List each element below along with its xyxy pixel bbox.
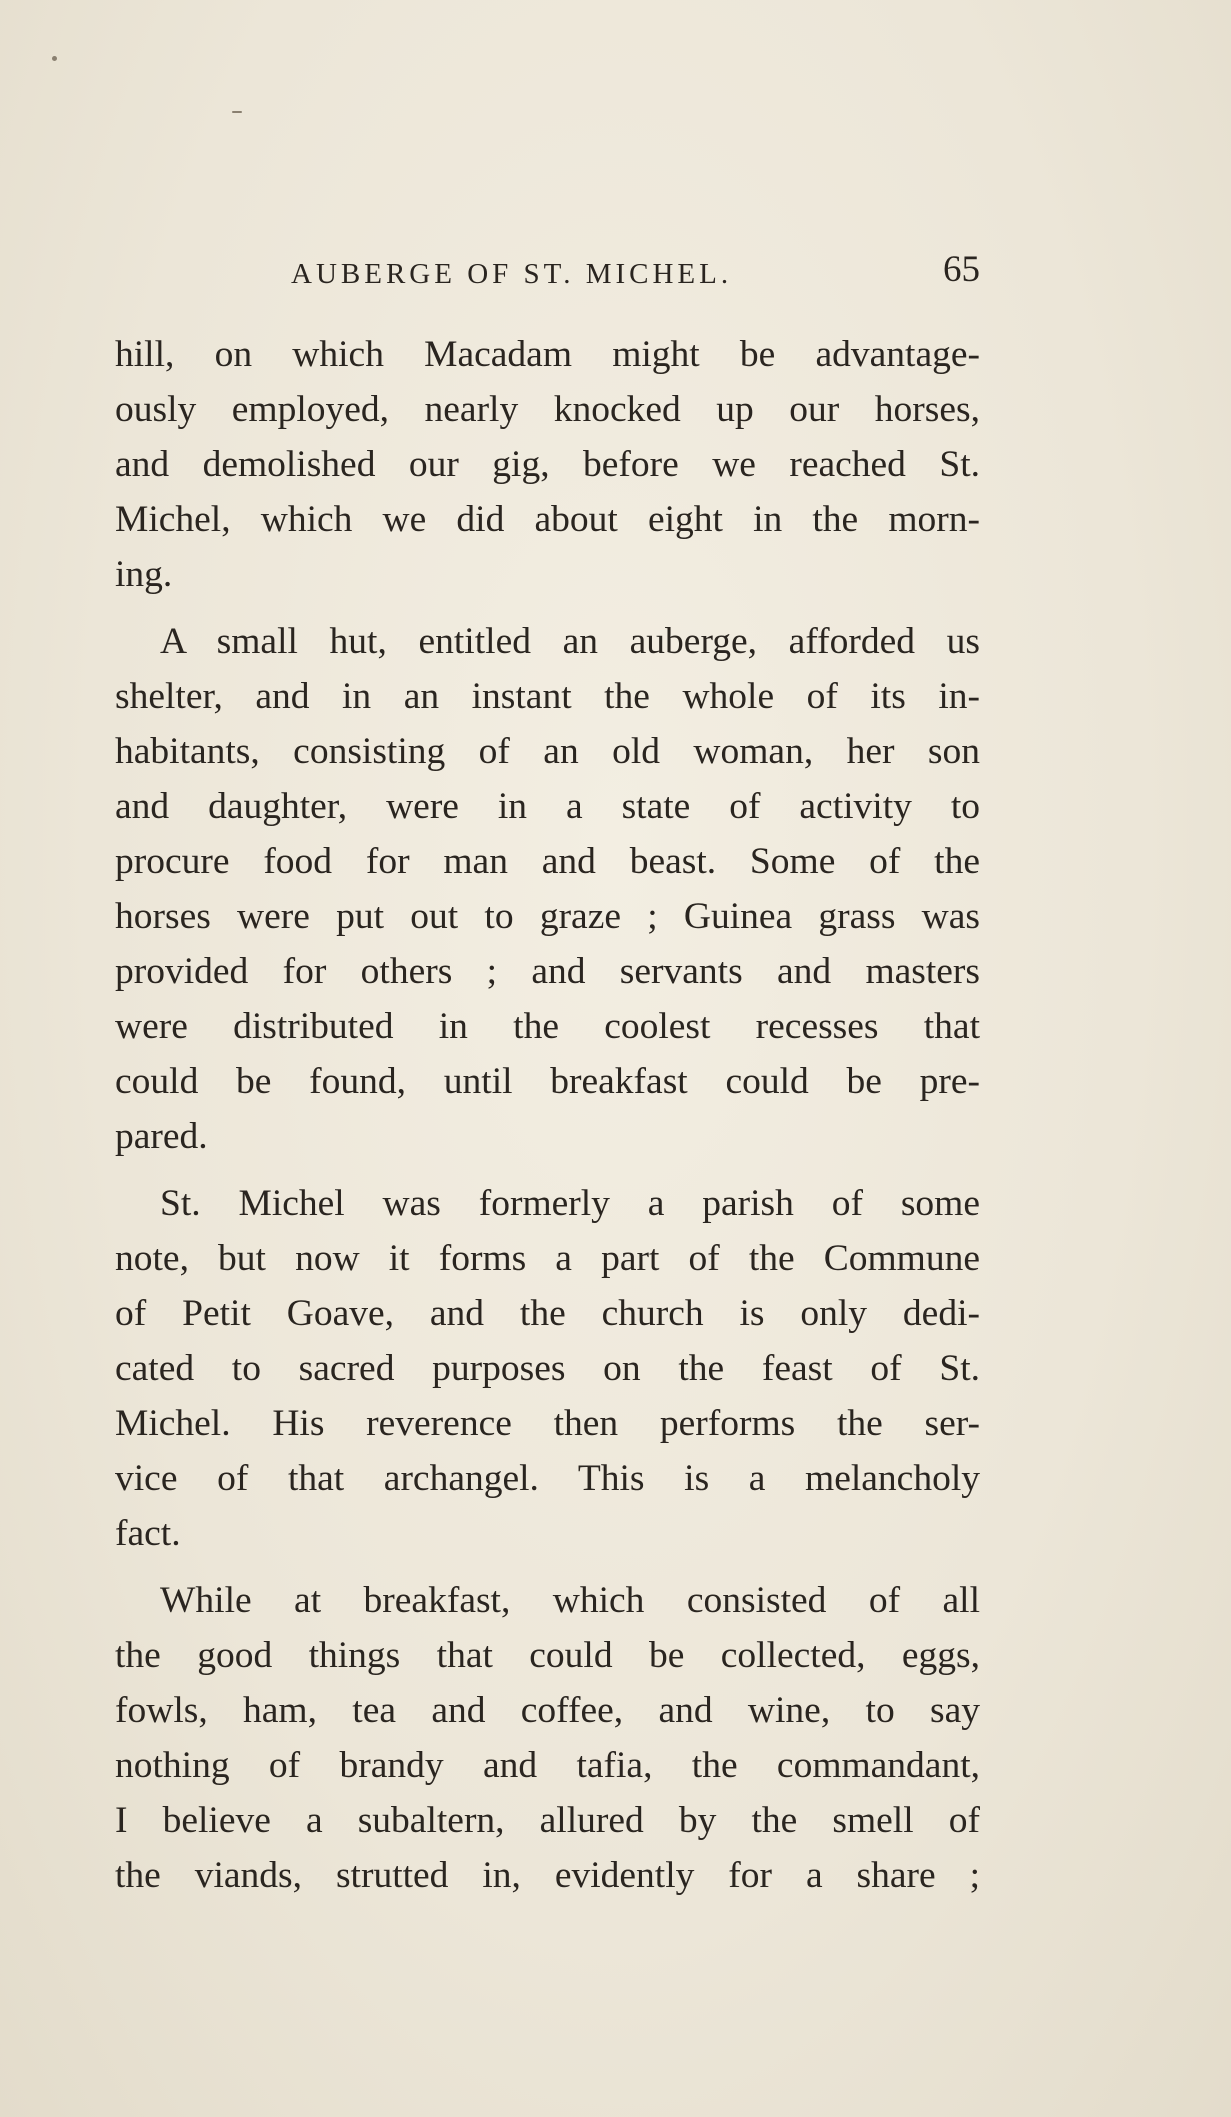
text-line: horses were put out to graze ; Guinea grass was: [115, 896, 980, 937]
text-line: the good things that could be collected, eggs,: [115, 1635, 980, 1676]
text-line: A small hut, entitled an auberge, afforded us: [160, 621, 980, 662]
text-line: I believe a subaltern, allured by the smell of: [115, 1800, 980, 1841]
text-line: were distributed in the coolest recesses that: [115, 1006, 980, 1047]
text-line: note, but now it forms a part of the Commune: [115, 1238, 980, 1279]
paragraph: [115, 1573, 980, 1903]
text-line: fowls, ham, tea and coffee, and wine, to say: [115, 1690, 980, 1731]
text-line: and demolished our gig, before we reached St.: [115, 444, 980, 485]
paragraph: [115, 327, 980, 602]
text-line: pared.: [115, 1116, 208, 1157]
page-header: [115, 248, 980, 298]
text-line: of Petit Goave, and the church is only dedi-: [115, 1293, 980, 1334]
text-line: ously employed, nearly knocked up our horses,: [115, 389, 980, 430]
paper-speck: [52, 56, 57, 61]
text-line: Michel. His reverence then performs the ser-: [115, 1403, 980, 1444]
text-line: While at breakfast, which consisted of all: [160, 1580, 980, 1621]
text-line: vice of that archangel. This is a melancholy: [115, 1458, 980, 1499]
paper-speck: [232, 111, 242, 113]
text-line: hill, on which Macadam might be advantage-: [115, 334, 980, 375]
text-line: could be found, until breakfast could be pre-: [115, 1061, 980, 1102]
page-number: 65: [943, 249, 980, 290]
text-line: cated to sacred purposes on the feast of St.: [115, 1348, 980, 1389]
body-text: [115, 327, 980, 1915]
text-line: provided for others ; and servants and masters: [115, 951, 980, 992]
text-line: the viands, strutted in, evidently for a share ;: [115, 1855, 980, 1896]
text-line: St. Michel was formerly a parish of some: [160, 1183, 980, 1224]
text-line: habitants, consisting of an old woman, her son: [115, 731, 980, 772]
text-line: procure food for man and beast. Some of the: [115, 841, 980, 882]
running-head: AUBERGE OF ST. MICHEL.: [291, 258, 733, 290]
text-line: shelter, and in an instant the whole of its in-: [115, 676, 980, 717]
text-line: fact.: [115, 1513, 181, 1554]
paragraph: [115, 1176, 980, 1561]
paragraph: [115, 614, 980, 1164]
text-line: and daughter, were in a state of activity to: [115, 786, 980, 827]
text-line: ing.: [115, 554, 173, 595]
text-line: nothing of brandy and tafia, the commandant,: [115, 1745, 980, 1786]
text-line: Michel, which we did about eight in the morn-: [115, 499, 980, 540]
